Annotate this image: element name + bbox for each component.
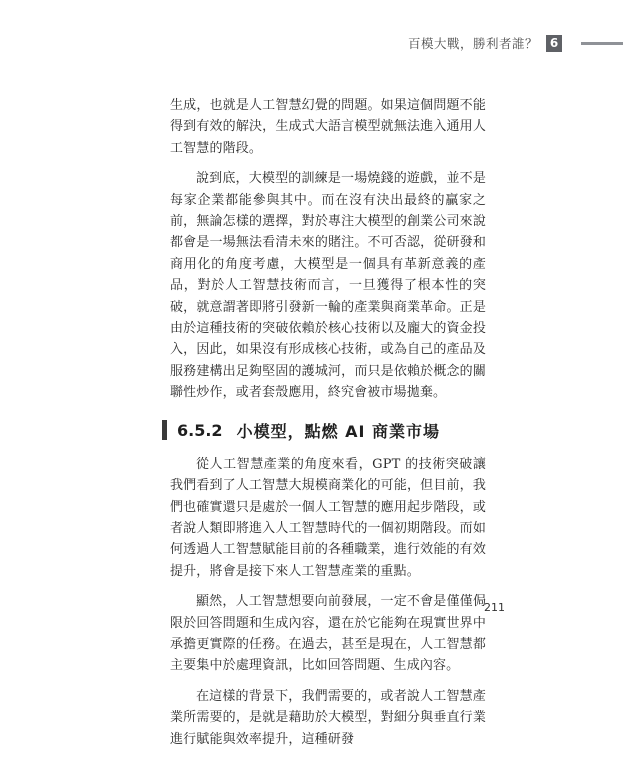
paragraph: 在這樣的背景下，我們需要的，或者說人工智慧產業所需要的，是就是藉助於大模型，對細分與垂直行業進行賦能與效率提升，這種研發 xyxy=(170,688,486,747)
chapter-number-badge: 6 xyxy=(546,35,562,52)
section-title: 小模型，點燃 AI 商業市場 xyxy=(236,421,441,441)
header-rule xyxy=(581,42,623,45)
chapter-title: 百模大戰，勝利者誰？ xyxy=(407,36,538,51)
running-header xyxy=(408,34,562,52)
paragraph: 生成，也就是人工智慧幻覺的問題。如果這個問題不能得到有效的解決，生成式大語言模型就無法進入通用人工智慧的階段。 xyxy=(170,98,486,156)
page-number: 211 xyxy=(484,601,505,614)
paragraph: 從人工智慧產業的角度來看，GPT 的技術突破讓我們看到了人工智慧大規模商業化的可能，但目前，我們也確實還只是處於一個人工智慧的應用起步階段，或者說人類即將進入人工智慧時代的一個初期階段。而如何透過人工智慧賦能目前的各種職業，進行效能的有效提升，將會是接下來人工智慧產業的重點。 xyxy=(170,456,486,579)
section-number: 6.5.2 xyxy=(177,420,223,440)
heading-bar xyxy=(162,420,167,440)
paragraph: 說到底，大模型的訓練是一場燒錢的遊戲，並不是每家企業都能參與其中。而在沒有決出最終的贏家之前，無論怎樣的選擇，對於專注大模型的創業公司來說都會是一場無法看清未來的賭注。不可否認，從研發和商用化的角度考慮，大模型是一個具有革新意義的產品，對於人工智慧技術而言，一旦獲得了根本性的突破，就意謂著即將引發新一輪的產業與商業革命。正是由於這種技術的突破依賴於核心技術以及龐大的資金投入，因此，如果沒有形成核心技術，或為自己的產品及服務建構出足夠堅固的護城河，而只是依賴於概念的關聯性炒作，或者套殼應用，終究會被市場拋棄。 xyxy=(170,171,486,401)
section-heading xyxy=(162,419,486,442)
paragraph: 顯然，人工智慧想要向前發展，一定不會是僅僅侷限於回答問題和生成內容，還在於它能夠在現實世界中承擔更實際的任務。在過去，甚至是現在，人工智慧都主要集中於處理資訊，比如回答問題、生成內容。 xyxy=(170,594,486,674)
body-text xyxy=(170,95,486,759)
